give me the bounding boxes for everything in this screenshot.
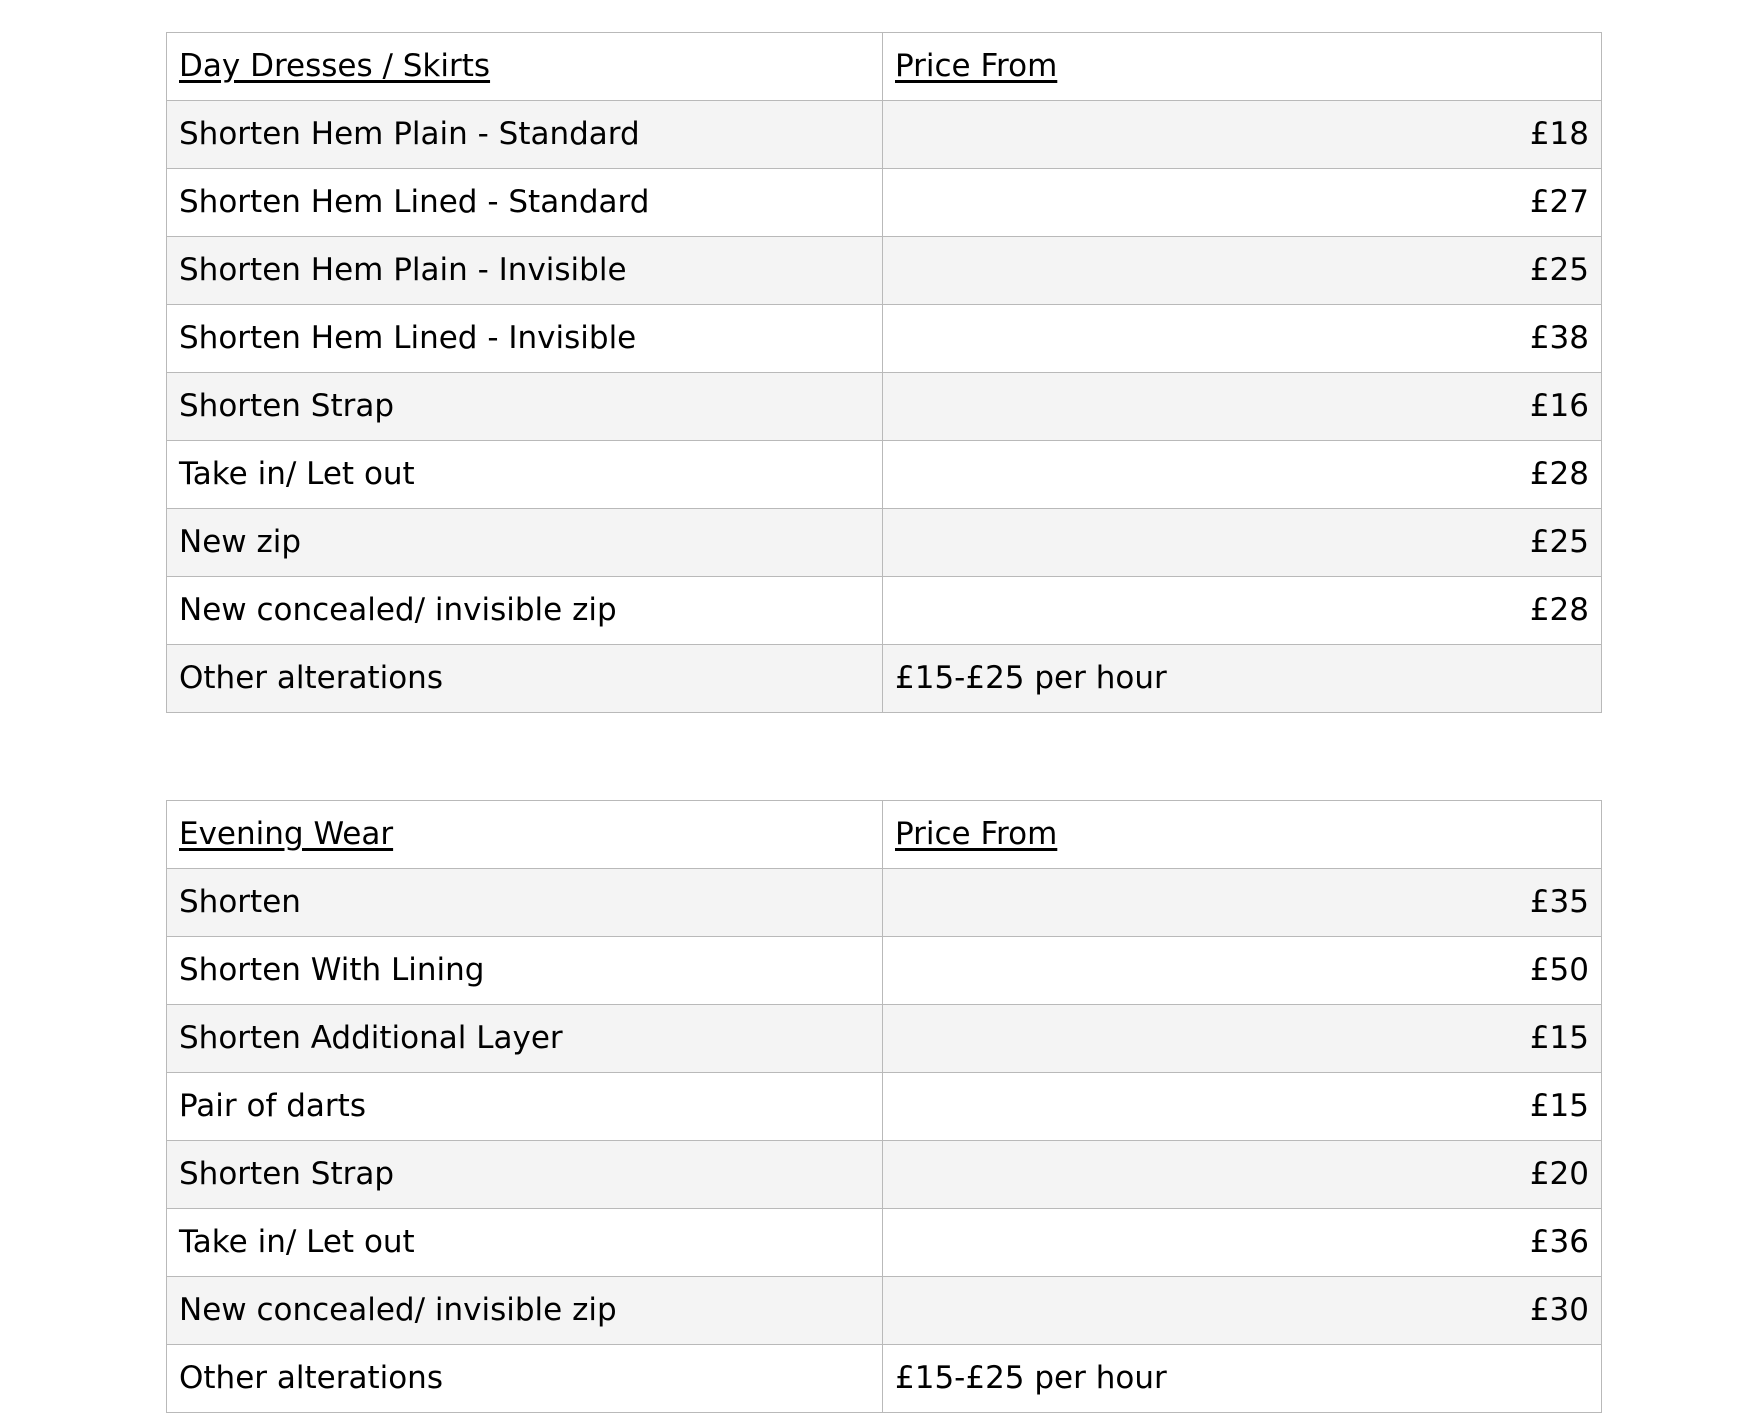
price-heading: Price From: [883, 801, 1602, 869]
price-cell: £28: [883, 577, 1602, 645]
price-cell: £35: [883, 869, 1602, 937]
price-cell: £30: [883, 1277, 1602, 1345]
table-row: [167, 937, 1602, 1005]
table-row: [167, 1005, 1602, 1073]
price-cell: £28: [883, 441, 1602, 509]
item-cell: Shorten With Lining: [167, 937, 883, 1005]
price-cell: £25: [883, 237, 1602, 305]
table-row: [167, 237, 1602, 305]
item-cell: Shorten Strap: [167, 1141, 883, 1209]
table-row: [167, 1141, 1602, 1209]
price-cell: £27: [883, 169, 1602, 237]
item-cell: Shorten Hem Plain - Invisible: [167, 237, 883, 305]
item-cell: Take in/ Let out: [167, 441, 883, 509]
price-cell: £15: [883, 1005, 1602, 1073]
table-row: [167, 869, 1602, 937]
table-row: [167, 101, 1602, 169]
table-row: [167, 373, 1602, 441]
item-cell: Shorten Hem Plain - Standard: [167, 101, 883, 169]
price-heading: Price From: [883, 33, 1602, 101]
item-cell: Other alterations: [167, 1345, 883, 1413]
item-cell: Shorten: [167, 869, 883, 937]
table-row: [167, 305, 1602, 373]
category-heading: Evening Wear: [167, 801, 883, 869]
item-cell: Shorten Hem Lined - Invisible: [167, 305, 883, 373]
evening-wear-price-table: [166, 800, 1602, 1413]
table-row: [167, 577, 1602, 645]
item-cell: Pair of darts: [167, 1073, 883, 1141]
item-cell: Shorten Strap: [167, 373, 883, 441]
table-header-row: [167, 33, 1602, 101]
table-header-row: [167, 801, 1602, 869]
table-row: [167, 1277, 1602, 1345]
table-row: [167, 1073, 1602, 1141]
price-cell: £38: [883, 305, 1602, 373]
price-cell: £20: [883, 1141, 1602, 1209]
price-cell: £36: [883, 1209, 1602, 1277]
table-row: [167, 645, 1602, 713]
item-cell: Other alterations: [167, 645, 883, 713]
table-row: [167, 441, 1602, 509]
hourly-rate-cell: £15-£25 per hour: [883, 645, 1602, 713]
price-cell: £15: [883, 1073, 1602, 1141]
category-heading: Day Dresses / Skirts: [167, 33, 883, 101]
item-cell: Shorten Hem Lined - Standard: [167, 169, 883, 237]
price-cell: £25: [883, 509, 1602, 577]
price-cell: £50: [883, 937, 1602, 1005]
table-row: [167, 169, 1602, 237]
item-cell: Take in/ Let out: [167, 1209, 883, 1277]
item-cell: New concealed/ invisible zip: [167, 577, 883, 645]
item-cell: New concealed/ invisible zip: [167, 1277, 883, 1345]
table-row: [167, 1345, 1602, 1413]
price-cell: £16: [883, 373, 1602, 441]
item-cell: New zip: [167, 509, 883, 577]
hourly-rate-cell: £15-£25 per hour: [883, 1345, 1602, 1413]
table-row: [167, 1209, 1602, 1277]
table-row: [167, 509, 1602, 577]
item-cell: Shorten Additional Layer: [167, 1005, 883, 1073]
price-cell: £18: [883, 101, 1602, 169]
day-dresses-price-table: [166, 32, 1602, 713]
